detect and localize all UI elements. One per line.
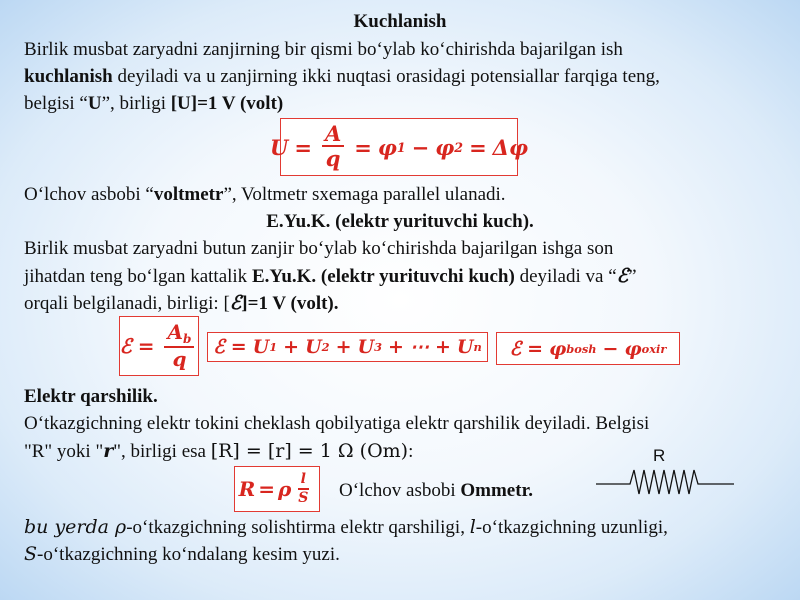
note-line-1: bu yerda ρ-o‘tkazgichning solishtirma elektr qarshiligi, l-o‘tkazgichning uzunligi, (24, 516, 668, 538)
emf-line-1: Birlik musbat zaryadni butun zanjir bo‘ylab ko‘chirishda bajarilgan ishga son (24, 238, 614, 259)
voltage-line-3: belgisi “U”, birligi [U]=1 V (volt) (24, 93, 284, 114)
voltage-fraction: $\frac{A}{q}$ (322, 122, 344, 171)
resistance-formula-box: R = ρ $\frac{l}{S}$ (234, 466, 320, 512)
resistor-symbol (592, 446, 738, 500)
ohmmeter-line: O‘lchov asbobi Ommetr. (339, 480, 534, 501)
voltage-line-1: Birlik musbat zaryadni zanjirning bir qismi bo‘ylab ko‘chirishda bajarilgan ish (24, 39, 623, 60)
resistance-line-1: O‘tkazgichning elektr tokini cheklash qobilyatiga elektr qarshilik deyiladi. Belgisi (24, 413, 650, 434)
voltage-formula-box: U = $\frac{A}{q}$ = φ 1 − φ 2 = Δφ (280, 118, 518, 176)
emf-line-2: jihatdan teng bo‘lgan kattalik E.Yu.K. (elektr yurituvchi kuch) deyiladi va “ℰ” (24, 265, 637, 287)
emf-formula-potential: ℰ = φ bosh − φ oxir (496, 332, 680, 365)
section-title-voltage: Kuchlanish (353, 11, 447, 32)
emf-line-3: orqali belgilanadi, birligi: [ℰ]=1 V (volt). (24, 292, 339, 314)
section-title-resistance: Elektr qarshilik. (24, 386, 158, 407)
emf-formula-sum: ℰ = U 1 + U 2 + U 3 + ⋯ + U n (207, 332, 488, 362)
emf-formula-work: ℰ = $\frac{A_b}{q}$ (119, 316, 199, 376)
note-line-2: S-o‘tkazgichning ko‘ndalang kesim yuzi. (24, 543, 340, 565)
voltmeter-line: O‘lchov asbobi “voltmetr”, Voltmetr sxemaga parallel ulanadi. (24, 184, 506, 205)
voltage-line-2: kuchlanish deyiladi va u zanjirning ikki nuqtasi orasidagi potensiallar farqiga teng, (24, 66, 660, 87)
resistor-label: R (653, 446, 666, 465)
section-title-emf: E.Yu.K. (elektr yurituvchi kuch). (266, 211, 534, 232)
resistance-line-2: "R" yoki "r", birligi esa [R] = [r] = 1 Ω (Om): (24, 440, 414, 462)
